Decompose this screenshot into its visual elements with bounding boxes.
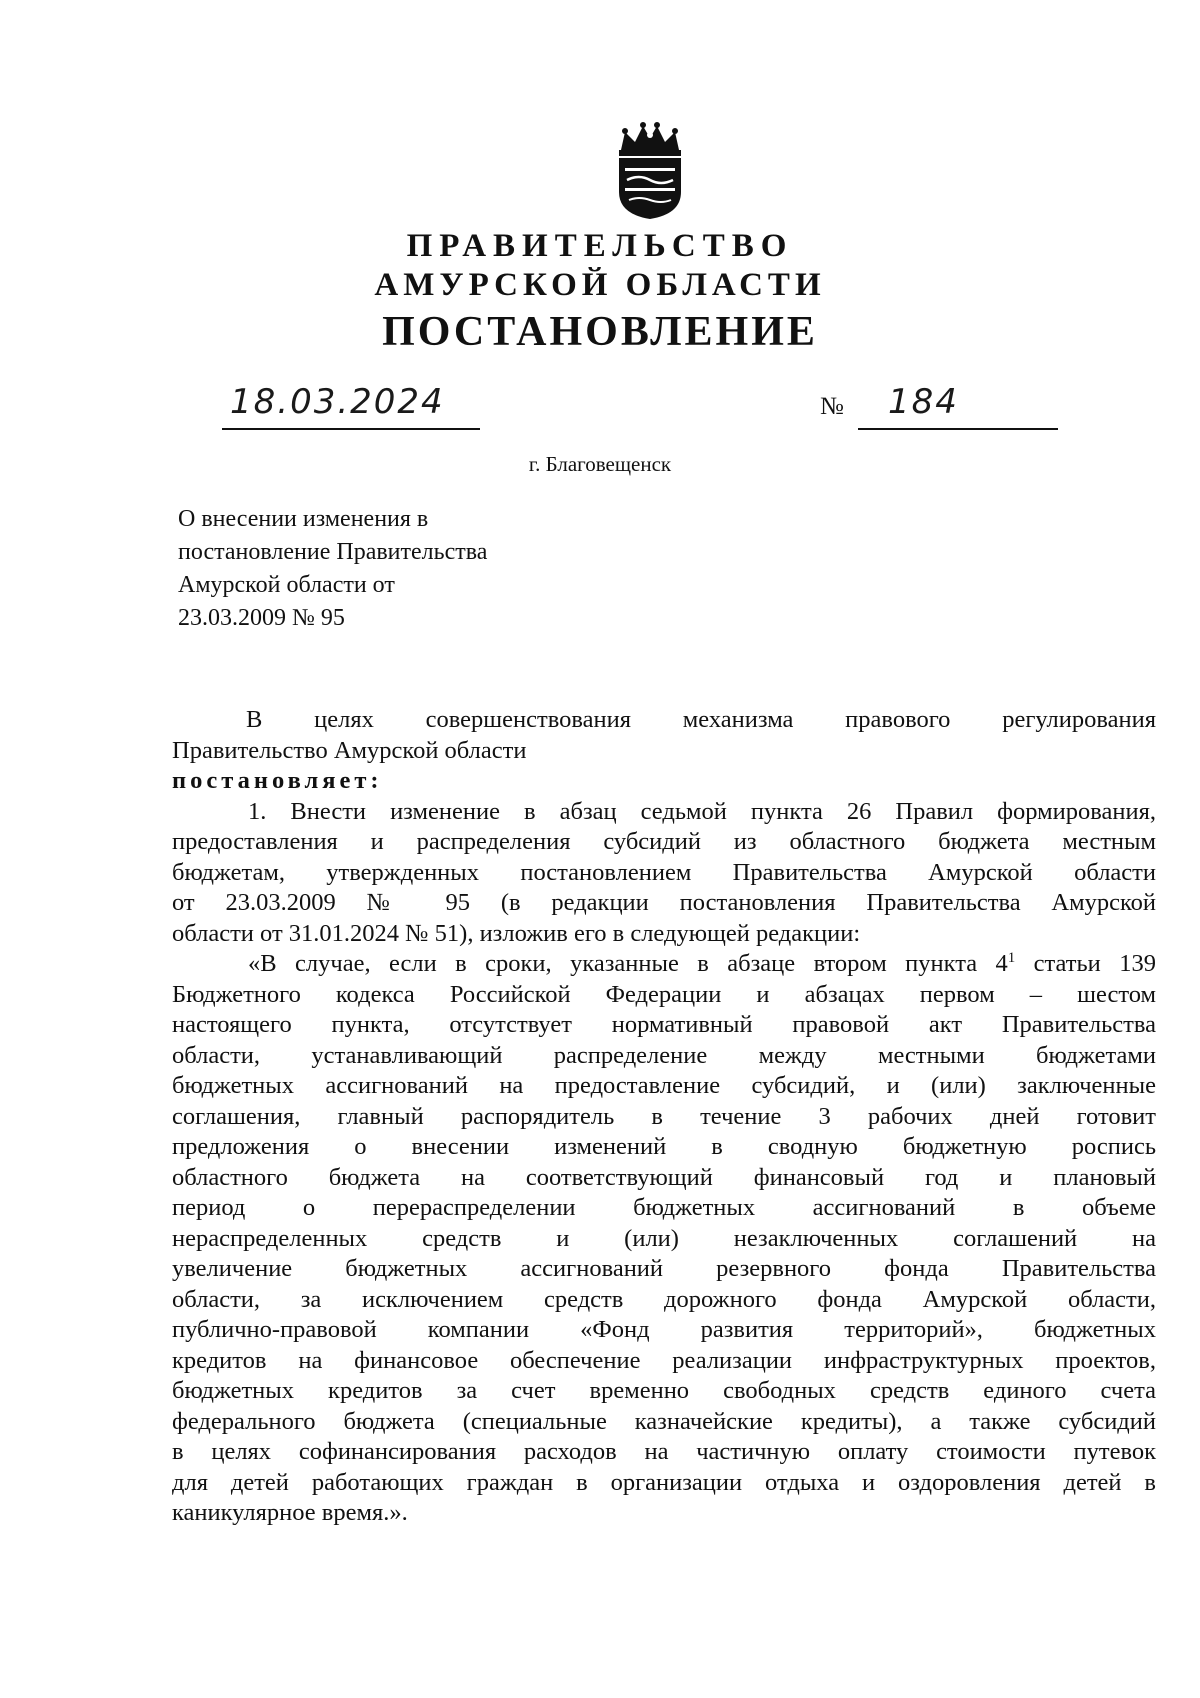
quote-line: бюджетных ассигнований на предоставление субсидий, и (или) заключенные (172, 1072, 1156, 1099)
quote-line: областного бюджета на соответствующий финансовый год и плановый (172, 1163, 1156, 1191)
quote-line: кредитов на финансовое обеспечение реализации инфраструктурных проектов, (172, 1346, 1156, 1374)
subject-line: Амурской области от (178, 572, 395, 598)
quote-line: период о перераспределении бюджетных ассигнований в объеме (172, 1194, 1156, 1221)
quote-first-before: «В случае, если в сроки, указанные в абзаце втором пункта 4 (248, 950, 1008, 977)
city-name: г. Благовещенск (528, 452, 672, 476)
header-doc-type: ПОСТАНОВЛЕНИЕ (382, 309, 818, 355)
quote-line: предложения о внесении изменений в сводную бюджетную роспись (172, 1133, 1156, 1160)
resolves-label: постановляет: (172, 767, 383, 794)
header-government: ПРАВИТЕЛЬСТВО (406, 228, 794, 264)
subject-line: постановление Правительства (178, 539, 488, 565)
quote-first-after: статьи 139 (1015, 950, 1156, 977)
quote-line: нераспределенных средств и (или) незаключенных соглашений на (172, 1224, 1156, 1252)
item1-line: области от 31.01.2024 № 51), изложив его в следующей редакции: (172, 919, 861, 947)
quote-line: для детей работающих граждан в организации отдыха и оздоровления детей в (172, 1468, 1156, 1496)
quote-line: бюджетных кредитов за счет временно свободных средств единого счета (172, 1377, 1156, 1404)
header-region: АМУРСКОЙ ОБЛАСТИ (374, 267, 826, 303)
preamble-line: В целях совершенствования механизма правового регулирования (246, 706, 1156, 733)
item1-line: от 23.03.2009 № 95 (в редакции постановления Правительства Амурской (172, 889, 1156, 916)
date-field (222, 382, 480, 430)
number-field (858, 382, 1058, 430)
document-subject (178, 503, 487, 635)
quote-line: области, устанавливающий распределение между местными бюджетами (172, 1041, 1156, 1069)
quote-line: в целях софинансирования расходов на частичную оплату стоимости путевок (172, 1438, 1156, 1465)
number-value: 184 (888, 382, 959, 422)
quote-line: публично-правовой компании «Фонд развития территорий», бюджетных (172, 1316, 1156, 1343)
quote-first-sup: 1 (1007, 949, 1016, 966)
preamble-line: Правительство Амурской области (172, 736, 527, 764)
quote-line: федерального бюджета (специальные казначейские кредиты), а также субсидий (172, 1407, 1156, 1435)
item1-line: предоставления и распределения субсидий из областного бюджета местным (172, 828, 1156, 855)
number-sign: № (820, 393, 844, 420)
document-body (172, 705, 1156, 1529)
quote-line: увеличение бюджетных ассигнований резервного фонда Правительства (172, 1255, 1156, 1282)
coat-of-arms-icon (607, 120, 693, 220)
item1-line: бюджетам, утвержденных постановлением Правительства Амурской области (172, 858, 1156, 886)
quote-last-line: каникулярное время.». (172, 1499, 408, 1526)
quote-line: соглашения, главный распорядитель в течение 3 рабочих дней готовит (172, 1102, 1156, 1130)
subject-line: О внесении изменения в (178, 506, 429, 532)
date-value: 18.03.2024 (230, 382, 445, 422)
quote-line: настоящего пункта, отсутствует нормативный правовой акт Правительства (172, 1011, 1156, 1038)
quote-line: Бюджетного кодекса Российской Федерации и абзацах первом – шестом (172, 980, 1156, 1008)
quote-first-line (172, 949, 1156, 980)
item1-line: 1. Внести изменение в абзац седьмой пункта 26 Правил формирования, (248, 797, 1156, 825)
quote-line: области, за исключением средств дорожного фонда Амурской области, (172, 1285, 1156, 1313)
subject-line: 23.03.2009 № 95 (178, 605, 345, 631)
